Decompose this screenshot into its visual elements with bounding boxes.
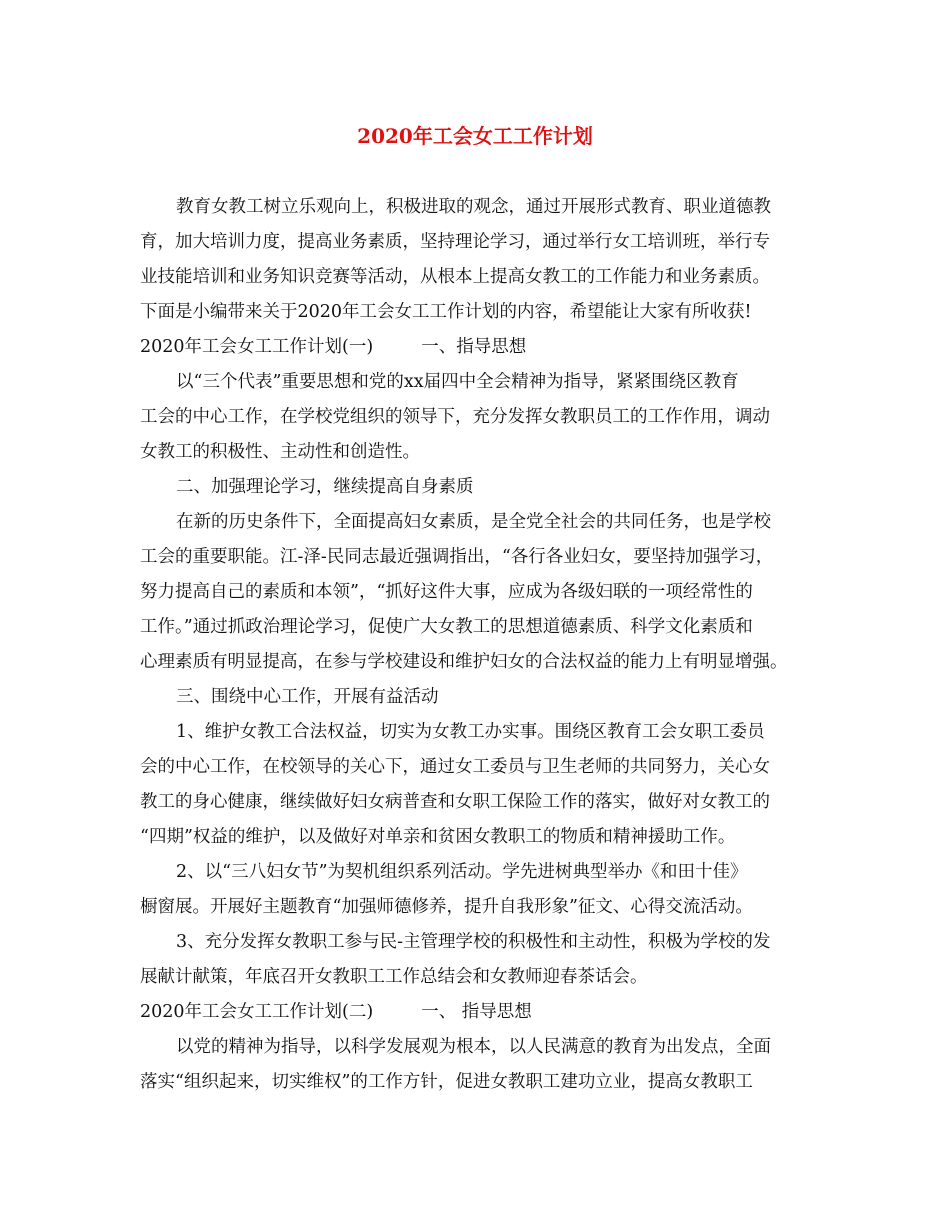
section-heading: 一、 指导思想 (421, 1002, 532, 1022)
text-line-content: “四期”权益的维护，以及做好对单亲和贫困女教职工的物质和精神援助工作。 (140, 827, 736, 847)
section-heading: 一、指导思想 (421, 337, 527, 357)
text-line (140, 295, 820, 330)
text-line (140, 995, 820, 1030)
text-line (140, 190, 820, 225)
text-line-content: 育，加大培训力度，提高业务素质，坚持理论学习，通过举行女工培训班，举行专 (140, 232, 770, 252)
text-line (140, 715, 820, 750)
text-line-content: 心理素质有明显提高，在参与学校建设和维护妇女的合法权益的能力上有明显增强。 (140, 652, 788, 672)
text-line (140, 575, 820, 610)
text-line-content: 下面是小编带来关于2020年工会女工工作计划的内容，希望能让大家有所收获! (140, 302, 752, 322)
text-line-content: 工作。”通过抓政治理论学习，促使广大女教工的思想道德素质、科学文化素质和 (140, 617, 753, 637)
text-line-content: 女教工的积极性、主动性和创造性。 (140, 442, 420, 462)
text-line-content: 工会的中心工作，在学校党组织的领导下，充分发挥女教职员工的工作作用，调动 (140, 407, 770, 427)
text-line-content: 落实“组织起来，切实维权”的工作方针，促进女教职工建功立业，提高女教职工 (140, 1072, 753, 1092)
text-line-content: 展献计献策，年底召开女教职工工作总结会和女教师迎春茶话会。 (140, 967, 648, 987)
text-line (140, 400, 820, 435)
text-line (140, 890, 820, 925)
text-line-content: 以党的精神为指导，以科学发展观为根本，以人民满意的教育为出发点，全面 (176, 1037, 771, 1057)
text-line (140, 470, 820, 505)
text-line (140, 260, 820, 295)
text-line-content: 2、以“三八妇女节”为契机组织系列活动。学先进树典型举办《和田十佳》 (176, 862, 748, 882)
text-line (140, 820, 820, 855)
text-line (140, 680, 820, 715)
text-line-content: 教育女教工树立乐观向上，积极进取的观念，通过开展形式教育、职业道德教 (176, 197, 771, 217)
text-line-content: 以“三个代表”重要思想和党的xx届四中全会精神为指导，紧紧围绕区教育 (176, 372, 739, 392)
text-line (140, 435, 820, 470)
text-line (140, 960, 820, 995)
text-line-content: 3、充分发挥女教职工参与民-主管理学校的积极性和主动性，积极为学校的发 (176, 932, 771, 952)
text-line-content: 橱窗展。开展好主题教育“加强师德修养，提升自我形象”征文、心得交流活动。 (140, 897, 753, 917)
text-line-content: 三、围绕中心工作，开展有益活动 (176, 687, 439, 707)
text-line (140, 1065, 820, 1100)
text-line-content: 2020年工会女工工作计划(一) (140, 337, 374, 357)
document-body (140, 190, 820, 1100)
text-line-content: 2020年工会女工工作计划(二) (140, 1002, 374, 1022)
text-line-content: 教工的身心健康，继续做好妇女病普查和女职工保险工作的落实，做好对女教工的 (140, 792, 770, 812)
text-line (140, 225, 820, 260)
page-title: 2020年工会女工工作计划 (357, 124, 593, 148)
text-line (140, 540, 820, 575)
text-line (140, 1030, 820, 1065)
text-line (140, 925, 820, 960)
text-line-content: 业技能培训和业务知识竞赛等活动，从根本上提高女教工的工作能力和业务素质。 (140, 267, 770, 287)
text-line-content: 二、加强理论学习，继续提高自身素质 (176, 477, 474, 497)
text-line (140, 610, 820, 645)
text-line (140, 365, 820, 400)
text-line (140, 855, 820, 890)
text-line (140, 330, 820, 365)
text-line (140, 645, 820, 680)
text-line-content: 工会的重要职能。江-泽-民同志最近强调指出，“各行各业妇女，要坚持加强学习， (140, 547, 774, 567)
text-line-content: 会的中心工作，在校领导的关心下，通过女工委员与卫生老师的共同努力，关心女 (140, 757, 770, 777)
text-line-content: 努力提高自己的素质和本领”，“抓好这件大事，应成为各级妇联的一项经常性的 (140, 582, 753, 602)
text-line-content: 1、维护女教工合法权益，切实为女教工办实事。围绕区教育工会女职工委员 (176, 722, 765, 742)
text-line (140, 505, 820, 540)
text-line (140, 785, 820, 820)
text-line-content: 在新的历史条件下，全面提高妇女素质，是全党全社会的共同任务，也是学校 (176, 512, 771, 532)
text-line (140, 750, 820, 785)
